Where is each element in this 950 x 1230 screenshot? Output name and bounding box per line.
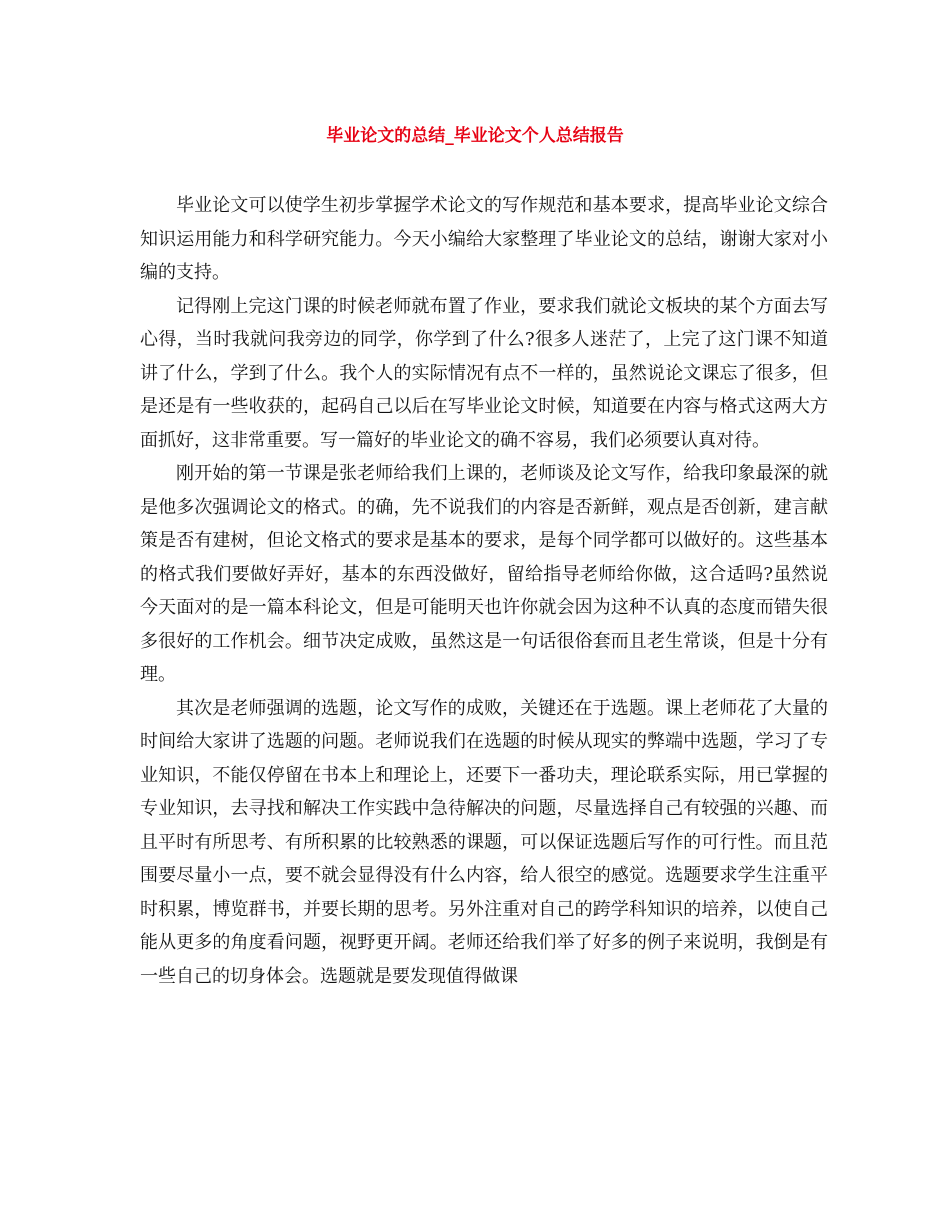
paragraph-1: 毕业论文可以使学生初步掌握学术论文的写作规范和基本要求，提高毕业论文综合知识运用能力和科学研究能力。今天小编给大家整理了毕业论文的总结，谢谢大家对小编的支持。: [140, 195, 828, 283]
paragraph-4: 其次是老师强调的选题，论文写作的成败，关键还在于选题。课上老师花了大量的时间给大家讲了选题的问题。老师说我们在选题的时候从现实的弊端中选题，学习了专业知识，不能仅停留在书本上和理论上，还要下一番功夫，理论联系实际，用已掌握的专业知识，去寻找和解决工作实践中急待解决的问题，尽量选择自己有较强的兴趣、而且平时有所思考、有所积累的比较熟悉的课题，可以保证选题后写作的可行性。而且范围要尽量小一点，要不就会显得没有什么内容，给人很空的感觉。选题要求学生注重平时积累，博览群书，并要长期的思考。另外注重对自己的跨学科知识的培养，以使自己能从更多的角度看问题，视野更开阔。老师还给我们举了好多的例子来说明，我倒是有一些自己的切身体会。选题就是要发现值得做课: [140, 697, 828, 987]
paragraph-2: 记得刚上完这门课的时候老师就布置了作业，要求我们就论文板块的某个方面去写心得，当时我就问我旁边的同学，你学到了什么?很多人迷茫了，上完了这门课不知道讲了什么，学到了什么。我个人的实际情况有点不一样的，虽然说论文课忘了很多，但是还是有一些收获的，起码自己以后在写毕业论文时候，知道要在内容与格式这两大方面抓好，这非常重要。写一篇好的毕业论文的确不容易，我们必须要认真对待。: [140, 295, 828, 451]
document-body: [140, 189, 828, 993]
document-title: 毕业论文的总结_毕业论文个人总结报告: [326, 126, 624, 146]
paragraph-3: 刚开始的第一节课是张老师给我们上课的，老师谈及论文写作，给我印象最深的就是他多次强调论文的格式。的确，先不说我们的内容是否新鲜，观点是否创新，建言献策是否有建树，但论文格式的要求是基本的要求，是每个同学都可以做好的。这些基本的格式我们要做好弄好，基本的东西没做好，留给指导老师给你做，这合适吗?虽然说今天面对的是一篇本科论文，但是可能明天也许你就会因为这种不认真的态度而错失很多很好的工作机会。细节决定成败，虽然这是一句话很俗套而且老生常谈，但是十分有理。: [140, 463, 828, 685]
